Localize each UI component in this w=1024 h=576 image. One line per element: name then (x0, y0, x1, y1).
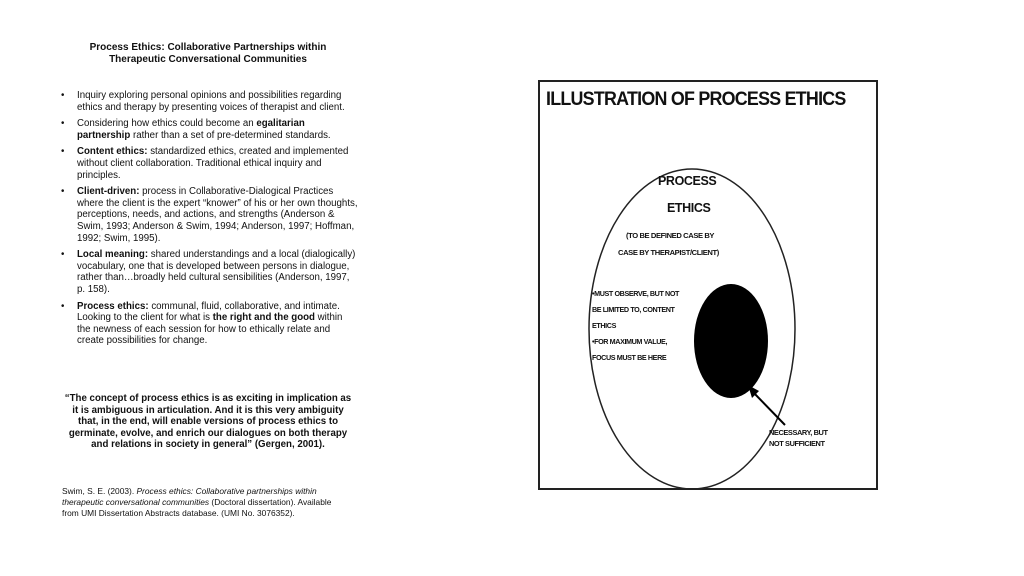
bullet-dot-icon: • (61, 146, 65, 158)
annotation-line: FOCUS MUST BE HERE (592, 353, 667, 362)
bullet-dot-icon: • (61, 249, 65, 261)
ellipse-title-process: PROCESS (658, 174, 717, 188)
bullet-item: • Considering how ethics could become an egalitarian partnership rather than a set of pre-determined standards. (61, 118, 331, 141)
illustration-title: ILLUSTRATION OF PROCESS ETHICS (546, 89, 846, 110)
gergen-quote: “The concept of process ethics is as exciting in implication as it is ambiguous in articulation. And it is this very ambiguity that, in the end, will enable versions of process ethics to germinate, evolve, and enrich our dialogues on both therapy and relations in society in general” (Gergen, 2001). (64, 393, 352, 451)
title-line-2: Therapeutic Conversational Communities (109, 54, 307, 65)
bullet-dot-icon: • (61, 300, 65, 312)
annotation-line: BE LIMITED TO, CONTENT (592, 305, 675, 314)
slide-title (60, 42, 356, 66)
necessary-line: NECESSARY, BUT (769, 428, 828, 437)
annotation-text (592, 286, 679, 366)
ellipse-subtitle-2: CASE BY THERAPIST/CLIENT) (618, 248, 719, 257)
annotation-line: ETHICS (592, 321, 616, 330)
bullet-dot-icon: • (61, 118, 65, 130)
focus-dot (694, 284, 768, 398)
bullet-item: • Content ethics: standardized ethics, created and implemented without client collaboration. Traditional ethical inquiry and principles. (61, 146, 349, 181)
bullet-item: • Client-driven: process in Collaborative-Dialogical Practices where the client is the expert “knower” of his or her own thoughts, perceptions, needs, and actions, and strengths (Anderson & Swim, 1993; Anderson & Swim, 1994; Anderson, 1997; Hoffman, 1992; Swim, 1995). (61, 186, 358, 244)
bullet-item: • Process ethics: communal, fluid, collaborative, and intimate. Looking to the client for what is the right and the good within the newness of each session for how to ethically relate and create possibilities for change. (61, 300, 343, 347)
bullet-dot-icon: • (61, 90, 65, 101)
ellipse-title-ethics: ETHICS (667, 201, 711, 215)
ellipse-subtitle-1: (TO BE DEFINED CASE BY (626, 231, 715, 240)
annotation-line: •FOR MAXIMUM VALUE, (592, 337, 668, 346)
arrow-line (752, 391, 785, 425)
bullet-list (60, 90, 358, 352)
bullet-item: • Inquiry exploring personal opinions and possibilities regarding ethics and therapy by presenting voices of therapist and client. (61, 90, 345, 113)
bullet-dot-icon: • (61, 186, 65, 198)
title-line-1: Process Ethics: Collaborative Partnerships within (89, 42, 327, 53)
necessary-line: NOT SUFFICIENT (769, 439, 825, 448)
bullet-item: • Local meaning: shared understandings and a local (dialogically) vocabulary, one that is developed between persons in dialogue, rather than…broadly held cultural sensibilities (Anderson, 1997, p. 158). (61, 249, 356, 295)
citation: Swim, S. E. (2003). Process ethics: Collaborative partnerships within therapeutic conversational communities (Doctoral dissertation). Available from UMI Dissertation Abstracts database. (UMI No. 3076352). (62, 486, 332, 518)
annotation-line: •MUST OBSERVE, BUT NOT (592, 289, 680, 298)
illustration-drawing (540, 82, 880, 492)
necessary-label (769, 427, 828, 449)
illustration-frame (538, 80, 878, 490)
